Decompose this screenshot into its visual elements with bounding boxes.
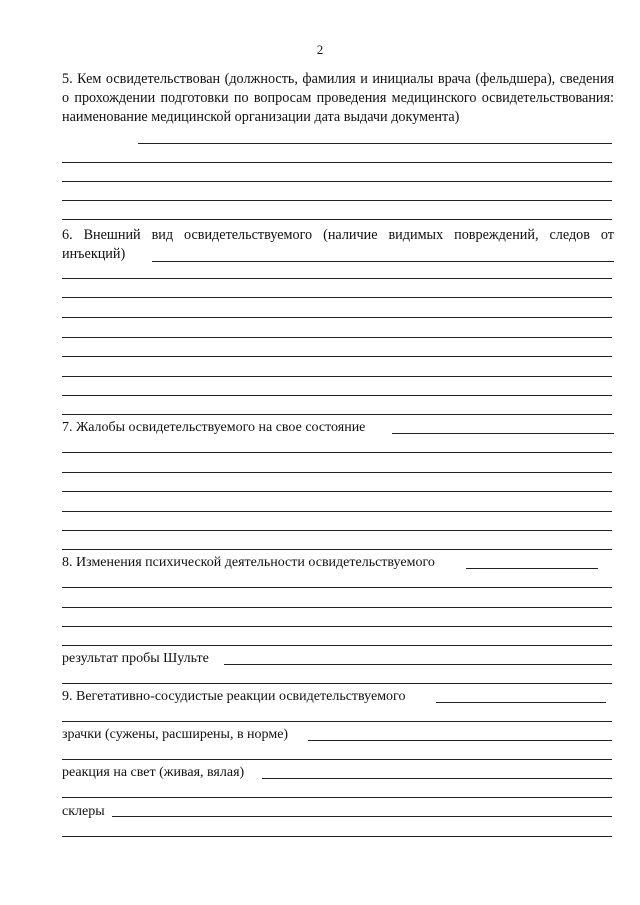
section-8-answer-line[interactable] (62, 587, 612, 588)
section-7-answer-line[interactable] (62, 549, 612, 550)
pupils-answer-line[interactable] (308, 740, 612, 741)
section-9-label: 9. Вегетативно-сосудистые реакции освидетельствуемого (62, 689, 406, 704)
section-6-answer-line[interactable] (62, 297, 612, 298)
section-8-answer-line[interactable] (62, 645, 612, 646)
light-reaction-answer-line[interactable] (262, 778, 612, 779)
section-6-answer-line[interactable] (62, 395, 612, 396)
schulte-label: результат пробы Шульте (62, 651, 209, 666)
section-5-answer-line[interactable] (62, 200, 612, 201)
section-7-answer-line[interactable] (392, 433, 614, 434)
section-6-answer-line[interactable] (62, 414, 612, 415)
section-6-answer-line[interactable] (62, 317, 612, 318)
light-reaction-answer-line[interactable] (62, 797, 612, 798)
section-7-answer-line[interactable] (62, 452, 612, 453)
page-number: 2 (316, 42, 324, 57)
schulte-answer-line[interactable] (224, 664, 612, 665)
section-7-answer-line[interactable] (62, 530, 612, 531)
section-8-answer-line[interactable] (62, 626, 612, 627)
sclera-label: склеры (62, 804, 105, 819)
section-6-answer-line[interactable] (62, 278, 612, 279)
sclera-answer-line[interactable] (62, 836, 612, 837)
section-7-answer-line[interactable] (62, 511, 612, 512)
light-reaction-label: реакция на свет (живая, вялая) (62, 765, 245, 780)
section-5-answer-line[interactable] (138, 143, 612, 144)
section-6-answer-line[interactable] (62, 356, 612, 357)
pupils-answer-line[interactable] (62, 759, 612, 760)
sclera-answer-line[interactable] (112, 816, 612, 817)
section-7-answer-line[interactable] (62, 472, 612, 473)
schulte-answer-line[interactable] (62, 683, 612, 684)
section-6-text: 6. Внешний вид освидетельствуемого (наличие видимых повреждений, следов от инъекций) (62, 227, 614, 262)
section-6-answer-line[interactable] (152, 261, 614, 262)
section-8-answer-line[interactable] (62, 607, 612, 608)
section-9-answer-line[interactable] (436, 702, 606, 703)
section-5-text: 5. Кем освидетельствован (должность, фамилия и инициалы врача (фельдшера), сведения о прохождении подготовки по вопросам проведения медицинского освидетельствования: наименование медицинской организации дата выдачи документа) (62, 71, 614, 125)
section-9-answer-line[interactable] (62, 721, 612, 722)
section-7-label: 7. Жалобы освидетельствуемого на свое состояние (62, 420, 366, 435)
pupils-label: зрачки (сужены, расширены, в норме) (62, 727, 289, 742)
section-5-answer-line[interactable] (62, 219, 612, 220)
section-8-answer-line[interactable] (466, 568, 598, 569)
section-6-answer-line[interactable] (62, 337, 612, 338)
section-7-answer-line[interactable] (62, 491, 612, 492)
section-6-answer-line[interactable] (62, 376, 612, 377)
section-8-label: 8. Изменения психической деятельности освидетельствуемого (62, 555, 435, 570)
section-5-answer-line[interactable] (62, 162, 612, 163)
section-5-answer-line[interactable] (62, 181, 612, 182)
